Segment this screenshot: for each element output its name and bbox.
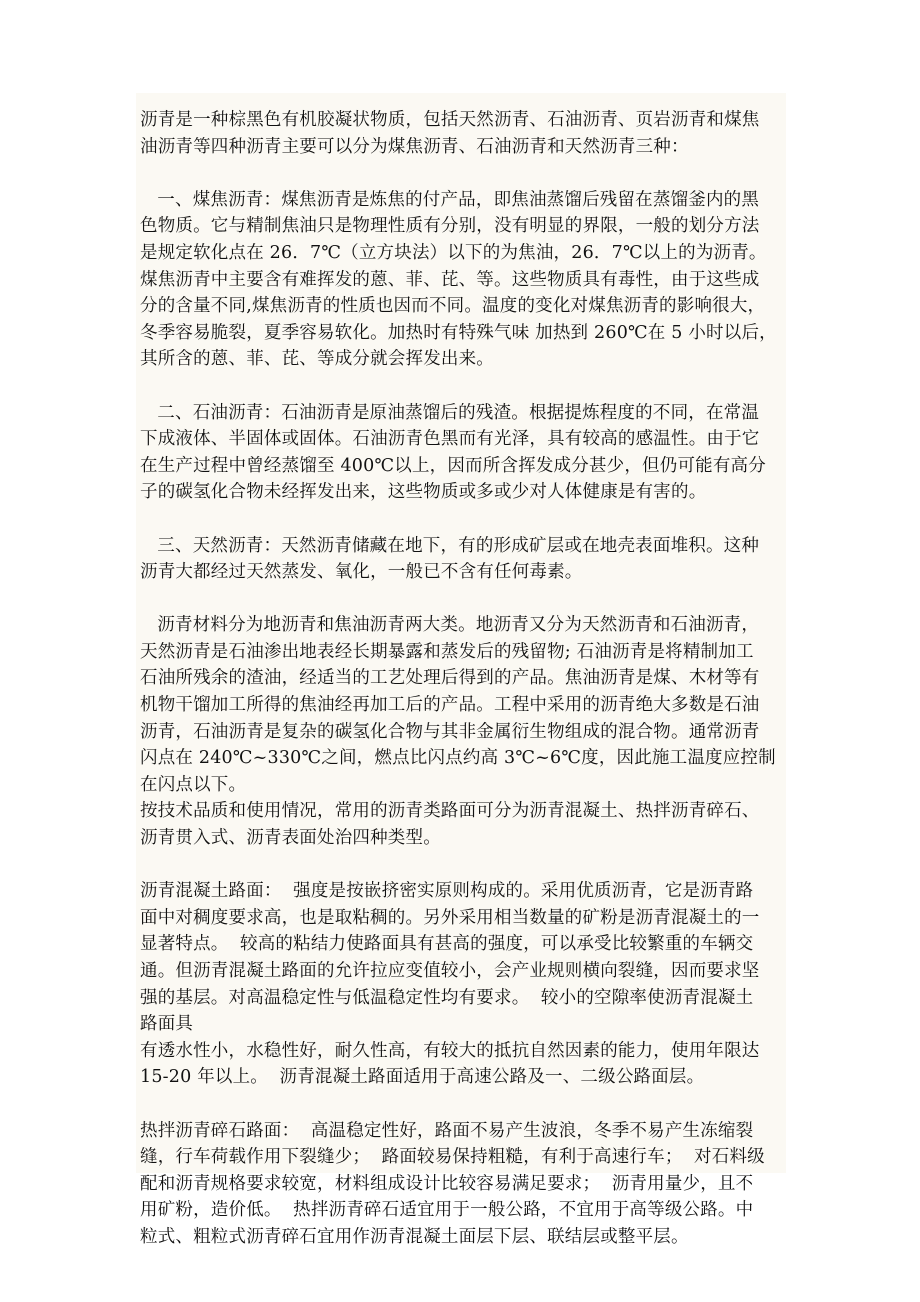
text-line: 闪点在 240℃~330℃之间，燃点比闪点约高 3℃~6℃度，因此施工温度应控制: [140, 748, 776, 769]
text-line: 沥青材料分为地沥青和焦油沥青两大类。地沥青又分为天然沥青和石油沥青，: [140, 615, 760, 636]
text-line: 沥青混凝土路面： 强度是按嵌挤密实原则构成的。采用优质沥青，它是沥青路: [140, 881, 754, 902]
text-line: 显著特点。 较高的粘结力使路面具有甚高的强度，可以承受比较繁重的车辆交: [140, 934, 754, 955]
text-line: 沥青贯入式、沥青表面处治四种类型。: [140, 828, 441, 849]
text-line: 缝，行车荷载作用下裂缝少； 路面较易保持粗糙，有利于高速行车； 对石料级: [140, 1147, 765, 1168]
text-line: 粒式、粗粒式沥青碎石宜用作沥青混凝土面层下层、联结层或整平层。: [140, 1226, 689, 1247]
text-line: 色物质。它与精制焦油只是物理性质有分别，没有明显的界限，一般的划分方法: [140, 216, 760, 237]
paragraph-gap: [140, 1091, 784, 1118]
text-line: 冬季容易脆裂，夏季容易软化。加热时有特殊气味 加热到 260℃在 5 小时以后，: [140, 322, 777, 343]
text-line: 下成液体、半固体或固体。石油沥青色黑而有光泽，具有较高的感温性。由于它: [140, 429, 760, 450]
paragraph-gap: [140, 506, 784, 533]
text-line: 二、石油沥青：石油沥青是原油蒸馏后的残渣。根据提炼程度的不同，在常温: [140, 402, 760, 423]
text-line: 在生产过程中曾经蒸馏至 400℃以上，因而所含挥发成分甚少，但仍可能有高分: [140, 455, 766, 476]
text-line: 天然沥青是石油渗出地表经长期暴露和蒸发后的残留物; 石油沥青是将精制加工: [140, 641, 754, 662]
text-line: 有透水性小，水稳性好，耐久性高，有较大的抵抗自然因素的能力，使用年限达: [140, 1040, 760, 1061]
text-line: 通。但沥青混凝土路面的允许拉应变值较小，会产业规则横向裂缝，因而要求坚: [140, 961, 760, 981]
text-line: 子的碳氢化合物未经挥发出来，这些物质或多或少对人体健康是有害的。: [140, 482, 707, 503]
paragraph-hot-mix-macadam: [140, 1118, 784, 1251]
paragraph-natural-asphalt: [140, 533, 784, 586]
text-line: 煤焦沥青中主要含有难挥发的蒽、菲、芘、等。这些物质具有毒性，由于这些成: [140, 269, 760, 290]
paragraph-asphalt-concrete: [140, 878, 784, 1091]
document-body: [140, 107, 784, 1251]
text-line: 面中对稠度要求高，也是取粘稠的。另外采用相当数量的矿粉是沥青混凝土的一: [140, 907, 760, 928]
text-line: 15-20 年以上。 沥青混凝土路面适用于高速公路及一、二级公路面层。: [140, 1067, 705, 1088]
text-line: 石油所残余的渣油，经适当的工艺处理后得到的产品。焦油沥青是煤、木材等有: [140, 668, 760, 689]
paragraph-asphalt-materials: [140, 612, 784, 851]
text-line: 油沥青等四种沥青主要可以分为煤焦沥青、石油沥青和天然沥青三种：: [140, 136, 689, 157]
paragraph-gap: [140, 373, 784, 400]
text-line: 沥青，石油沥青是复杂的碳氢化合物与其非金属衍生物组成的混合物。通常沥青: [140, 721, 760, 742]
text-line: 沥青大都经过天然蒸发、氧化，一般已不含有任何毒素。: [140, 562, 583, 583]
paragraph-intro: [140, 107, 784, 160]
text-line: 一、煤焦沥青：煤焦沥青是炼焦的付产品，即焦油蒸馏后残留在蒸馏釜内的黑: [140, 189, 760, 210]
text-line: 三、天然沥青：天然沥青储藏在地下，有的形成矿层或在地壳表面堆积。这种: [140, 535, 760, 556]
text-line: 路面具: [140, 1014, 194, 1035]
text-line: 强的基层。对高温稳定性与低温稳定性均有要求。 较小的空隙率使沥青混凝土: [140, 987, 754, 1008]
paragraph-coal-tar-pitch: [140, 187, 784, 373]
text-line: 沥青是一种棕黑色有机胶凝状物质，包括天然沥青、石油沥青、页岩沥青和煤焦: [140, 110, 760, 130]
paragraph-petroleum-asphalt: [140, 400, 784, 506]
paragraph-gap: [140, 852, 784, 879]
text-line: 是规定软化点在 26．7℃（立方块法）以下的为焦油，26．7℃以上的为沥青。: [140, 242, 767, 263]
text-line: 分的含量不同,煤焦沥青的性质也因而不同。温度的变化对煤焦沥青的影响很大，: [140, 296, 766, 317]
text-line: 其所含的蒽、菲、芘、等成分就会挥发出来。: [140, 349, 494, 370]
text-line: 机物干馏加工所得的焦油经再加工后的产品。工程中采用的沥青绝大多数是石油: [140, 695, 760, 716]
text-line: 热拌沥青碎石路面： 高温稳定性好，路面不易产生波浪，冬季不易产生冻缩裂: [140, 1120, 754, 1141]
text-line: 用矿粉，造价低。 热拌沥青碎石适宜用于一般公路，不宜用于高等级公路。中: [140, 1200, 754, 1221]
text-line: 配和沥青规格要求较宽，材料组成设计比较容易满足要求； 沥青用量少，且不: [140, 1173, 754, 1194]
paragraph-gap: [140, 160, 784, 187]
paragraph-gap: [140, 586, 784, 613]
text-line: 按技术品质和使用情况，常用的沥青类路面可分为沥青混凝土、热拌沥青碎石、: [140, 801, 760, 822]
text-line: 在闪点以下。: [140, 774, 247, 795]
